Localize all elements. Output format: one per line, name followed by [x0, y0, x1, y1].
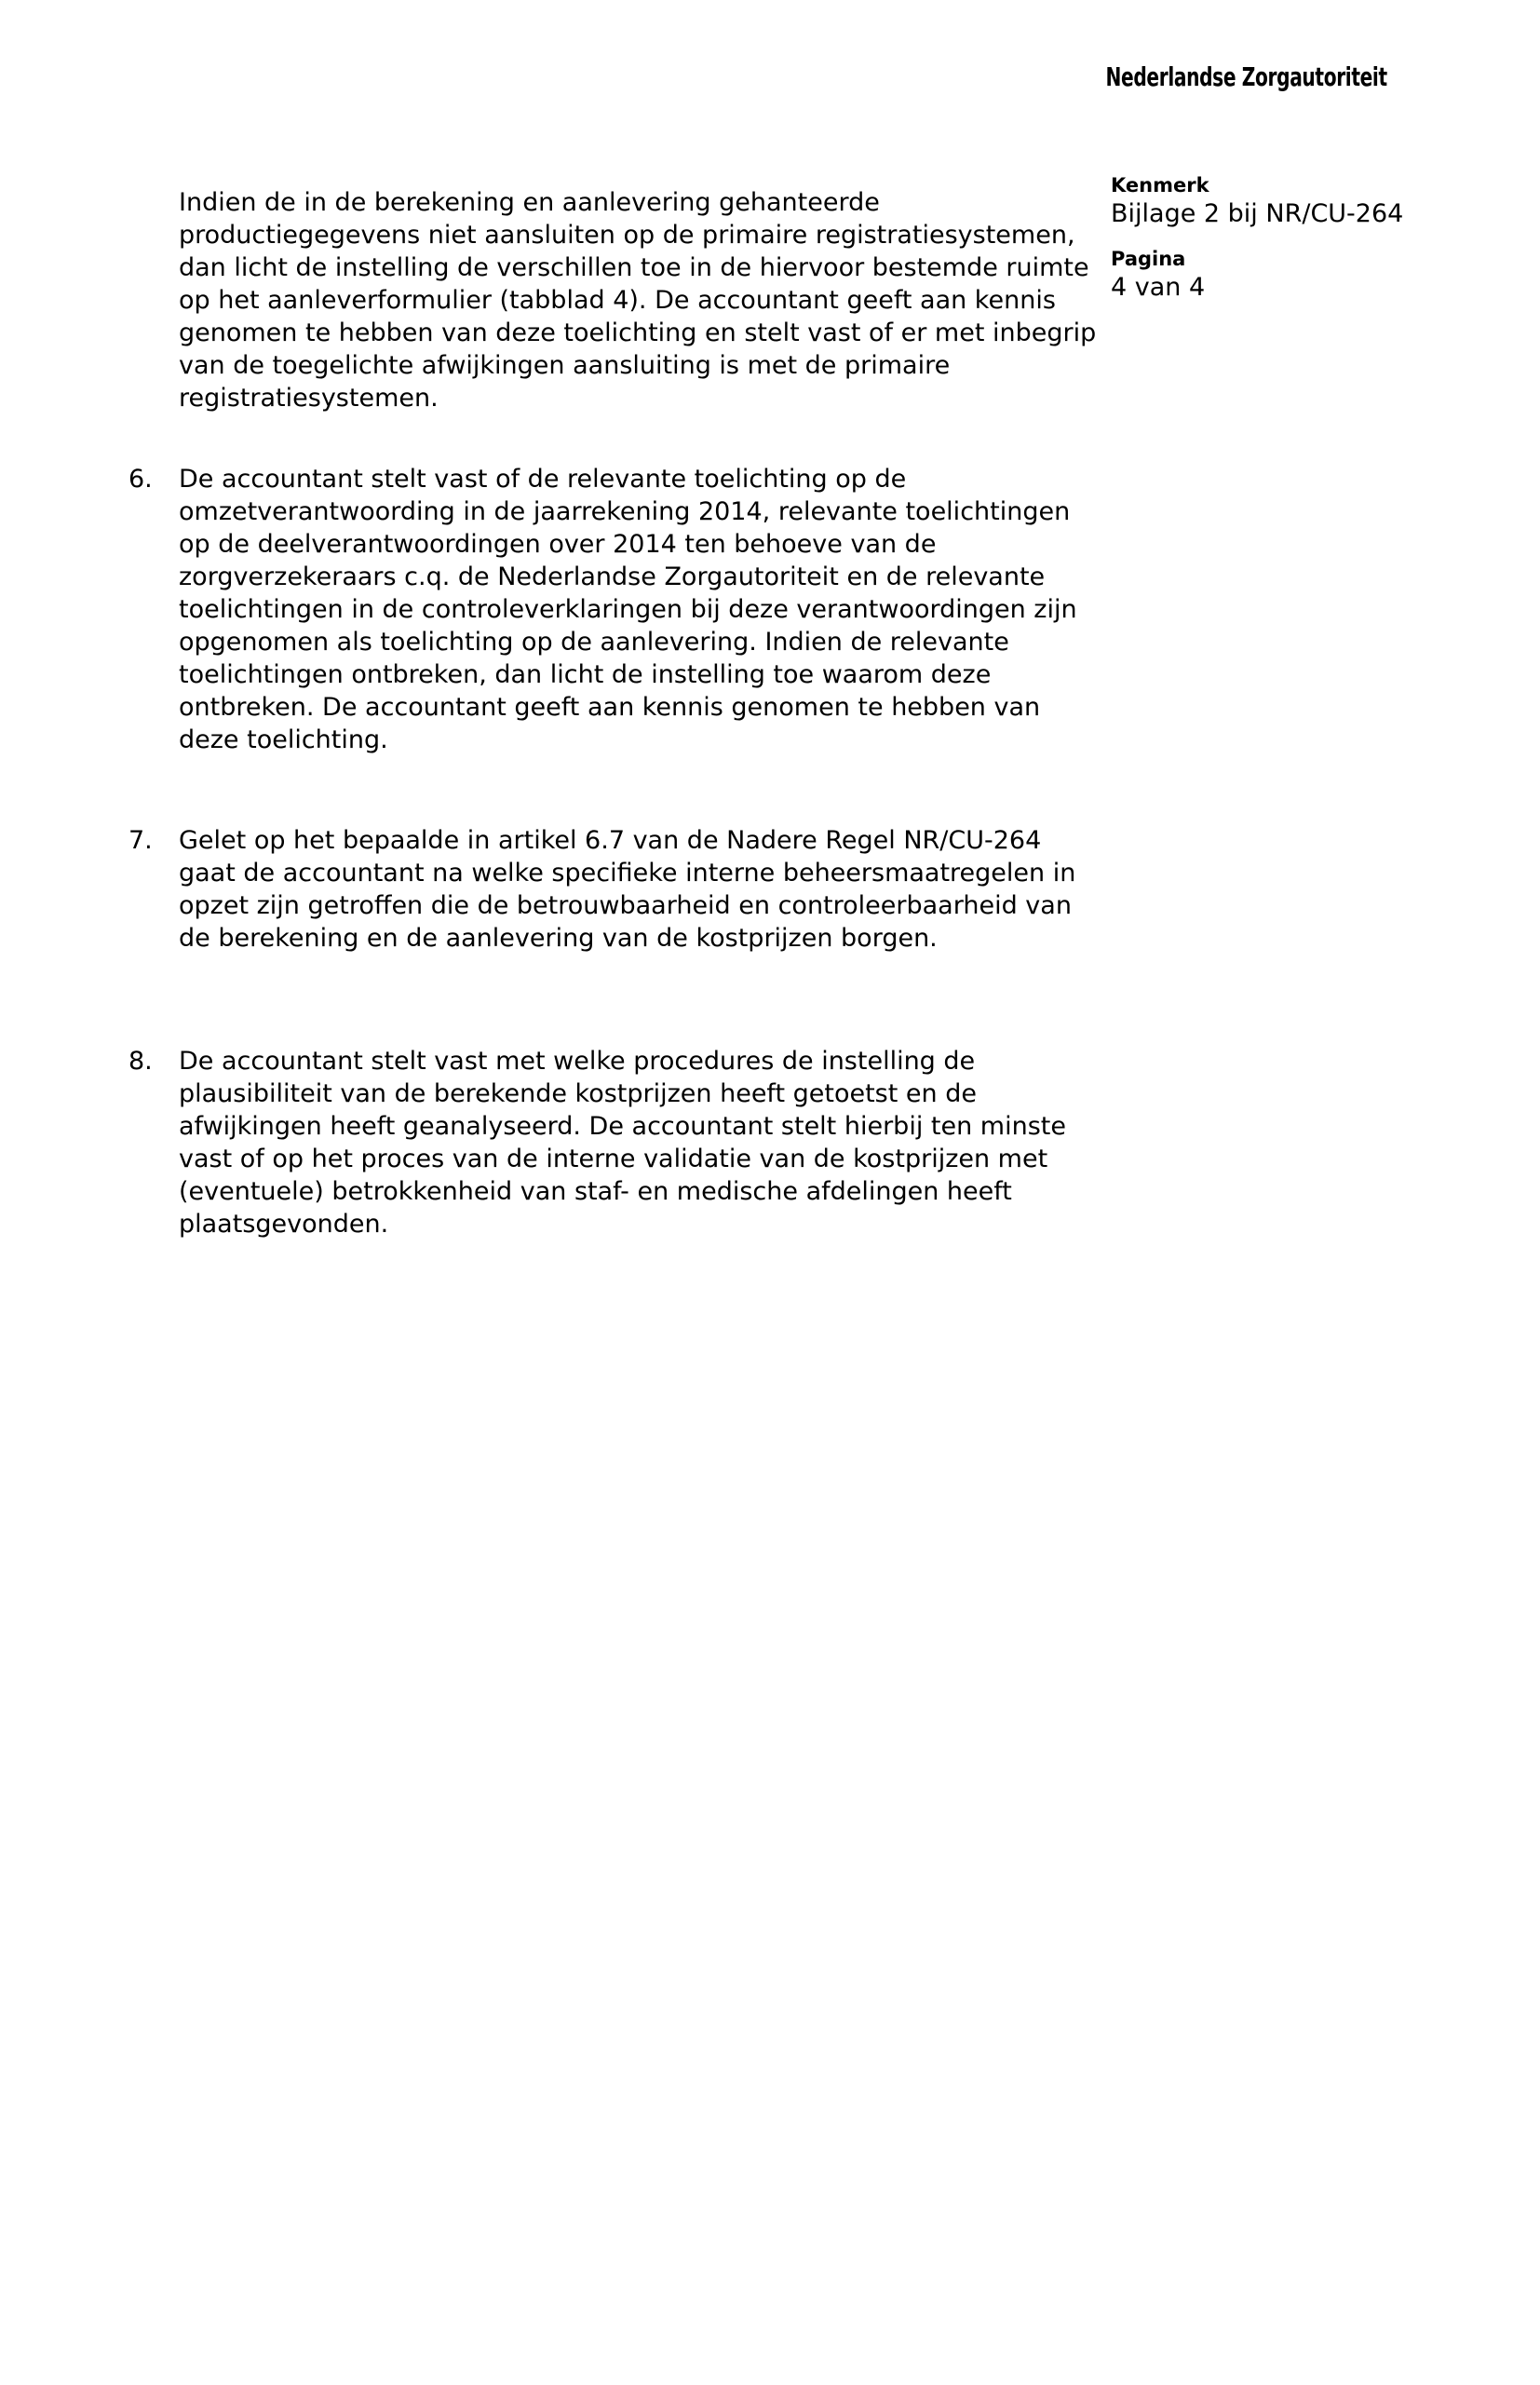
list-item-7: [128, 824, 1097, 955]
meta-value-pagina: 4 van 4: [1111, 273, 1206, 302]
list-item-text: De accountant stelt vast of de relevante toelichting op de omzetverantwoording in de jaarrekening 2014, relevante toelichtingen op de deelverantwoordingen over 2014 ten behoeve van de zorgverzekeraars c.q. de Nederlandse Zorgautoriteit en de relevante toelichtingen in de controleverklaringen bij deze verantwoordingen zijn opgenomen als toelichting op de aanlevering. Indien de relevante toelichtingen ontbreken, dan licht de instelling toe waarom deze ontbreken. De accountant geeft aan kennis genomen te hebben van deze toelichting.: [179, 465, 1077, 754]
meta-label-pagina: Pagina: [1111, 248, 1186, 270]
organization-wordmark: Nederlandse Zorgautoriteit: [1105, 61, 1387, 92]
list-item-text: De accountant stelt vast met welke procedures de instelling de plausibiliteit van de berekende kostprijzen heeft getoetst en de afwijkingen heeft geanalyseerd. De accountant stelt hierbij ten minste vast of op het proces van de interne validatie van de kostprijzen met (eventuele) betrokkenheid van staf- en medische afdelingen heeft plaatsgevonden.: [179, 1047, 1066, 1239]
meta-value-kenmerk: Bijlage 2 bij NR/CU-264: [1111, 199, 1404, 228]
list-item-6: [128, 463, 1097, 756]
list-item-text: Gelet op het bepaalde in artikel 6.7 van de Nadere Regel NR/CU-264 gaat de accountant na welke specifieke interne beheersmaatregelen in opzet zijn getroffen die de betrouwbaarheid en controleerbaarheid van de berekening en de aanlevering van de kostprijzen borgen.: [179, 826, 1076, 953]
list-item-number: 6.: [128, 465, 153, 494]
continued-paragraph: Indien de in de berekening en aanlevering gehanteerde productiegegevens niet aansluiten op de primaire registratiesystemen, dan licht de instelling de verschillen toe in de hiervoor bestemde ruimte op het aanleverformulier (tabblad 4). De accountant geeft aan kennis genomen te hebben van deze toelichting en stelt vast of er met inbegrip van de toegelichte afwijkingen aansluiting is met de primaire registratiesystemen.: [179, 188, 1097, 413]
list-item-number: 8.: [128, 1047, 153, 1076]
meta-kenmerk: [1111, 173, 1418, 229]
document-meta-sidebar: [1111, 173, 1418, 320]
meta-label-kenmerk: Kenmerk: [1111, 174, 1209, 196]
list-item-8: [128, 1045, 1097, 1240]
list-item-number: 7.: [128, 826, 153, 855]
meta-pagina: [1111, 247, 1418, 303]
